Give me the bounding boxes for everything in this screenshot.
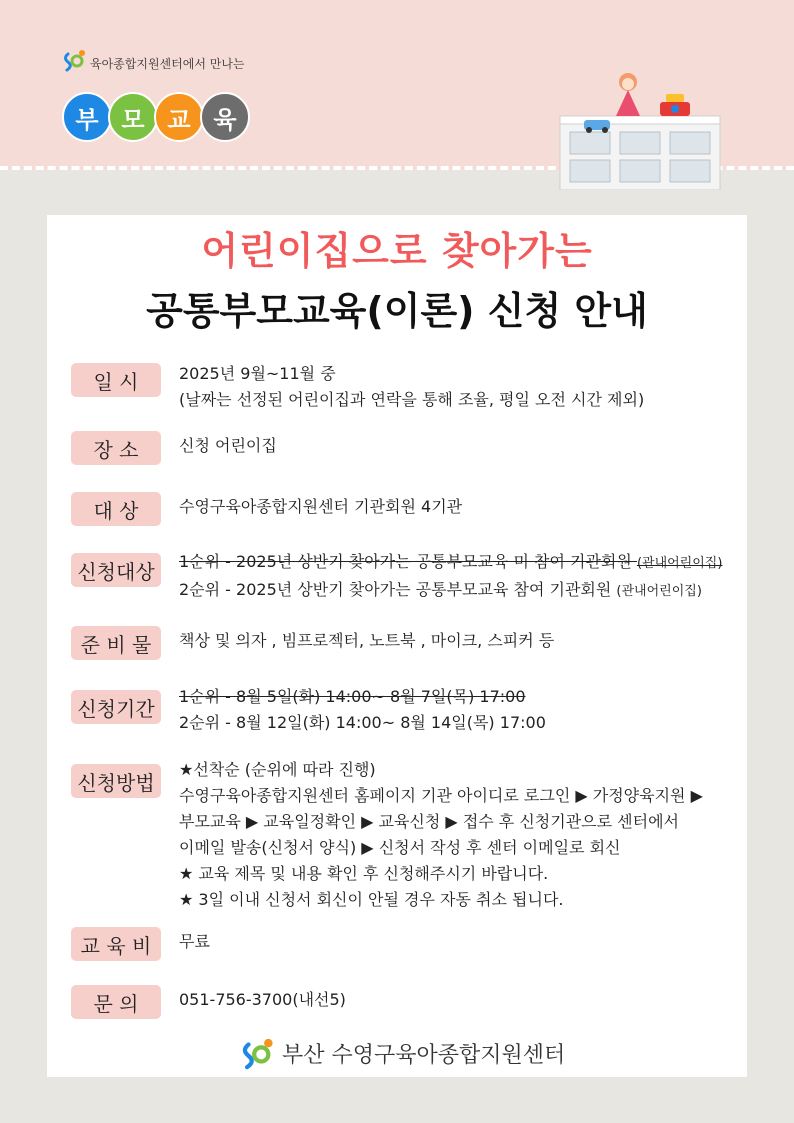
label-fee: 교 육 비 [71,927,161,961]
value-apply-target [179,549,759,605]
toy-shelf-illustration [556,70,726,190]
value-line: 수영구육아종합지원센터 홈페이지 기관 아이디로 로그인 ▶ 가정양육지원 ▶ [179,786,703,805]
value-contact: 051-756-3700(내선5) [179,990,346,1009]
value-line: ★ 3일 이내 신청서 회신이 안될 경우 자동 취소 됩니다. [179,890,564,909]
apply-target-priority-2: 2순위 - 2025년 상반기 찾아가는 공통부모교육 참여 기관회원 (관내어린이집) [179,580,702,599]
badge-yuk: 육 [200,92,250,142]
badge-gyo: 교 [154,92,204,142]
period-priority-1: 1순위 - 8월 5일(화) 14:00~ 8월 7일(목) 17:00 [179,687,526,706]
value-line: ★선착순 (순위에 따라 진행) [179,760,376,779]
value-period [179,684,759,736]
value-fee: 무료 [179,932,210,951]
center-logo-icon [62,48,86,72]
footer-org-name: 부산 수영구육아종합지원센터 [282,1042,566,1068]
label-method: 신청방법 [71,764,161,798]
value-line: (날짜는 선정된 어린이집과 연락을 통해 조율, 평일 오전 시간 제외) [179,390,645,409]
period-priority-2: 2순위 - 8월 12일(화) 14:00~ 8월 14일(목) 17:00 [179,713,546,732]
value-line: ★ 교육 제목 및 내용 확인 후 신청해주시기 바랍니다. [179,864,549,883]
value-target: 수영구육아종합지원센터 기관회원 4기관 [179,497,463,516]
label-supplies: 준 비 물 [71,626,161,660]
label-apply-target: 신청대상 [71,553,161,587]
title-line-1: 어린이집으로 찾아가는 [201,229,593,273]
brand [62,48,245,72]
value-supplies: 책상 및 의자 , 빔프로젝터, 노트북 , 마이크, 스피커 등 [179,631,555,650]
label-period: 신청기간 [71,690,161,724]
badge-mo: 모 [108,92,158,142]
apply-target-priority-1: 1순위 - 2025년 상반기 찾아가는 공통부모교육 미 참여 기관회원 (관내어린이집) [179,552,723,571]
brand-tagline: 육아종합지원센터에서 만나는 [90,56,245,71]
label-contact: 문 의 [71,985,161,1019]
title-line-2: 공통부모교육(이론) 신청 안내 [146,289,648,333]
center-logo-icon [240,1036,274,1070]
value-line: 이메일 발송(신청서 양식) ▶ 신청서 작성 후 센터 이메일로 회신 [179,838,621,857]
value-method [179,757,759,913]
parent-education-badges [62,92,246,142]
footer [240,1036,565,1070]
value-line: 2025년 9월~11월 중 [179,364,336,383]
value-line: 부모교육 ▶ 교육일정확인 ▶ 교육신청 ▶ 접수 후 신청기관으로 센터에서 [179,812,680,831]
value-place: 신청 어린이집 [179,436,277,455]
value-date [179,361,759,413]
label-date: 일 시 [71,363,161,397]
badge-bu: 부 [62,92,112,142]
label-target: 대 상 [71,492,161,526]
label-place: 장 소 [71,431,161,465]
